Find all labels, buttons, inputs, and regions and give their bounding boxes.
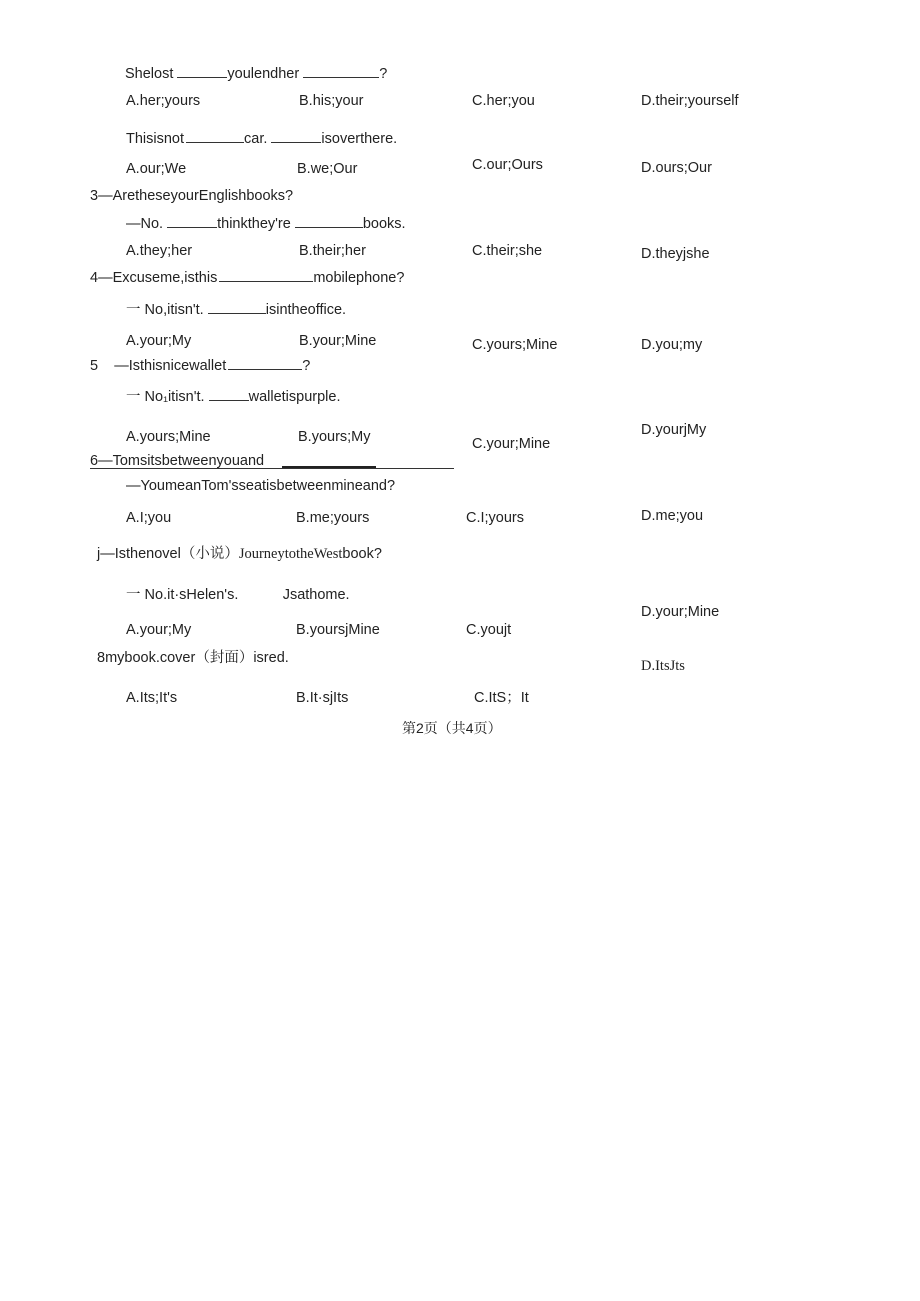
question-2-option-d: D.ours;Our <box>641 160 712 176</box>
question-6-option-c: C.I;yours <box>466 510 525 526</box>
question-6-stem: 6—Tomsitsbetweenyouand <box>90 453 265 469</box>
question-4-option-b: B.your;Mine <box>299 333 377 349</box>
question-2-option-a: A.our;We <box>126 161 187 177</box>
question-3-option-a: A.they;her <box>126 243 193 259</box>
question-7-stem: j—Isthenovel（小说）JourneytotheWestbook? <box>97 546 382 562</box>
question-8-option-c: C.ItS；It <box>474 690 529 706</box>
question-3-stem: 3—AretheseyourEnglishbooks? <box>90 188 294 204</box>
question-8-option-a: A.Its;It's <box>126 690 178 706</box>
question-3-option-b: B.their;her <box>299 243 366 259</box>
question-1-option-c: C.her;you <box>472 93 535 109</box>
question-3-option-c: C.their;she <box>472 243 543 259</box>
question-4-option-c: C.yours;Mine <box>472 337 558 353</box>
question-6-option-a: A.I;you <box>126 510 172 526</box>
question-4-option-a: A.your;My <box>126 333 192 349</box>
page-number-footer: 第2页（共4页） <box>402 720 502 736</box>
question-2-option-c: C.our;Ours <box>472 157 543 173</box>
question-3-option-d: D.theyjshe <box>641 246 710 262</box>
question-3-reply: —No. thinkthey're books. <box>126 216 406 232</box>
question-8-option-d: D.ItsJts <box>641 658 685 674</box>
question-1-option-b: B.his;your <box>299 93 364 109</box>
question-4-stem: 4—Excuseme,isthis mobilephone? <box>90 270 405 286</box>
question-5-stem: 5 —Isthisnicewallet ? <box>90 358 311 374</box>
question-5-option-d: D.yourjMy <box>641 422 707 438</box>
question-8-stem: 8mybook.cover（封面）isred. <box>97 650 289 666</box>
question-6-reply: —YoumeanTom'sseatisbetweenmineand? <box>126 478 396 494</box>
question-4-option-d: D.you;my <box>641 337 703 353</box>
question-7-option-a: A.your;My <box>126 622 192 638</box>
question-5-option-b: B.yours;My <box>298 429 371 445</box>
question-5-option-c: C.your;Mine <box>472 436 551 452</box>
question-2-option-b: B.we;Our <box>297 161 358 177</box>
question-2-stem: Thisisnot car. isoverthere. <box>126 131 398 147</box>
question-7-reply: 一 No.it·sHelen's. Jsathome. <box>126 587 350 603</box>
question-6-underline <box>90 468 454 469</box>
question-5-reply: 一 No₁itisn't. walletispurple. <box>126 389 341 405</box>
question-7-option-d: D.your;Mine <box>641 604 720 620</box>
question-1-option-a: A.her;yours <box>126 93 201 109</box>
question-5-option-a: A.yours;Mine <box>126 429 211 445</box>
question-1-stem: Shelost youlendher ? <box>125 66 388 82</box>
question-6-option-b: B.me;yours <box>296 510 370 526</box>
question-7-option-c: C.youjt <box>466 622 512 638</box>
question-8-option-b: B.It·sjIts <box>296 690 349 706</box>
question-6-option-d: D.me;you <box>641 508 704 524</box>
question-7-option-b: B.yoursjMine <box>296 622 380 638</box>
question-1-option-d: D.their;yourself <box>641 93 739 109</box>
question-4-reply: 一 No,itisn't. isintheoffice. <box>126 302 347 318</box>
